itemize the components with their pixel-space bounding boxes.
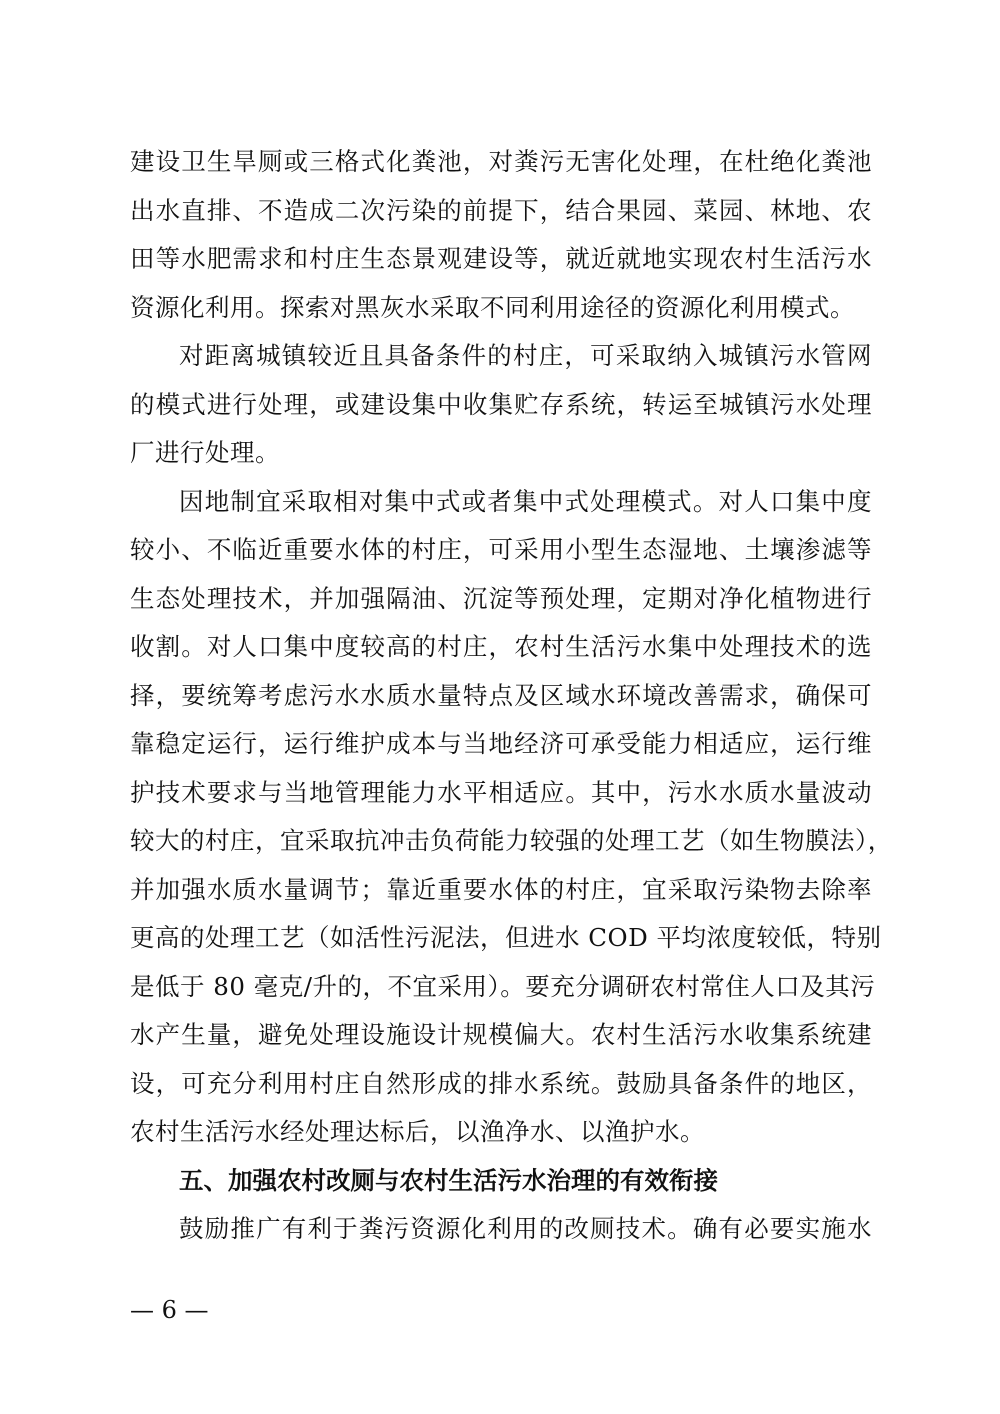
text-line: 农村生活污水经处理达标后，以渔净水、以渔护水。 bbox=[130, 1117, 705, 1146]
text-line: 厂进行处理。 bbox=[130, 438, 280, 467]
text-line: 出水直排、不造成二次污染的前提下，结合果园、菜园、林地、农 bbox=[130, 195, 872, 225]
text-line: 因地制宜采取相对集中式或者集中式处理模式。对人口集中度 bbox=[179, 486, 872, 516]
page-number: — 6 — bbox=[130, 1296, 209, 1324]
text-line: 对距离城镇较近且具备条件的村庄，可采取纳入城镇污水管网 bbox=[179, 341, 872, 370]
text-line: 护技术要求与当地管理能力水平相适应。其中，污水水质水量波动 bbox=[130, 777, 872, 807]
text-line: 鼓励推广有利于粪污资源化利用的改厕技术。确有必要实施水 bbox=[179, 1214, 872, 1243]
text-line: 建设卫生旱厕或三格式化粪池，对粪污无害化处理，在杜绝化粪池 bbox=[130, 147, 872, 176]
text-line: 是低于 80 毫克/升的，不宜采用）。要充分调研农村常住人口及其污 bbox=[130, 971, 876, 1001]
text-line: 较小、不临近重要水体的村庄，可采用小型生态湿地、土壤渗滤等 bbox=[130, 535, 872, 564]
text-line: 择，要统筹考虑污水水质水量特点及区域水环境改善需求，确保可 bbox=[130, 680, 872, 710]
text-line: 的模式进行处理，或建设集中收集贮存系统，转运至城镇污水处理 bbox=[130, 389, 872, 419]
text-line: 资源化利用。探索对黑灰水采取不同利用途径的资源化利用模式。 bbox=[130, 292, 855, 322]
text-line: 收割。对人口集中度较高的村庄，农村生活污水集中处理技术的选 bbox=[130, 632, 872, 661]
text-line: 田等水肥需求和村庄生态景观建设等，就近就地实现农村生活污水 bbox=[130, 244, 872, 273]
text-line: 更高的处理工艺（如活性污泥法，但进水 COD 平均浓度较低，特别 bbox=[130, 923, 882, 952]
text-line: 设，可充分利用村庄自然形成的排水系统。鼓励具备条件的地区， bbox=[130, 1068, 872, 1098]
text-line: 并加强水质水量调节；靠近重要水体的村庄，宜采取污染物去除率 bbox=[130, 874, 872, 904]
text-line: 靠稳定运行，运行维护成本与当地经济可承受能力相适应，运行维 bbox=[130, 729, 872, 758]
text-line: 较大的村庄，宜采取抗冲击负荷能力较强的处理工艺（如生物膜法）， bbox=[130, 826, 893, 855]
section-heading: 五、加强农村改厕与农村生活污水治理的有效衔接 bbox=[179, 1165, 718, 1195]
text-line: 生态处理技术，并加强隔油、沉淀等预处理，定期对净化植物进行 bbox=[130, 583, 872, 613]
document-body bbox=[130, 138, 893, 1254]
text-line: 水产生量，避免处理设施设计规模偏大。农村生活污水收集系统建 bbox=[130, 1020, 872, 1049]
